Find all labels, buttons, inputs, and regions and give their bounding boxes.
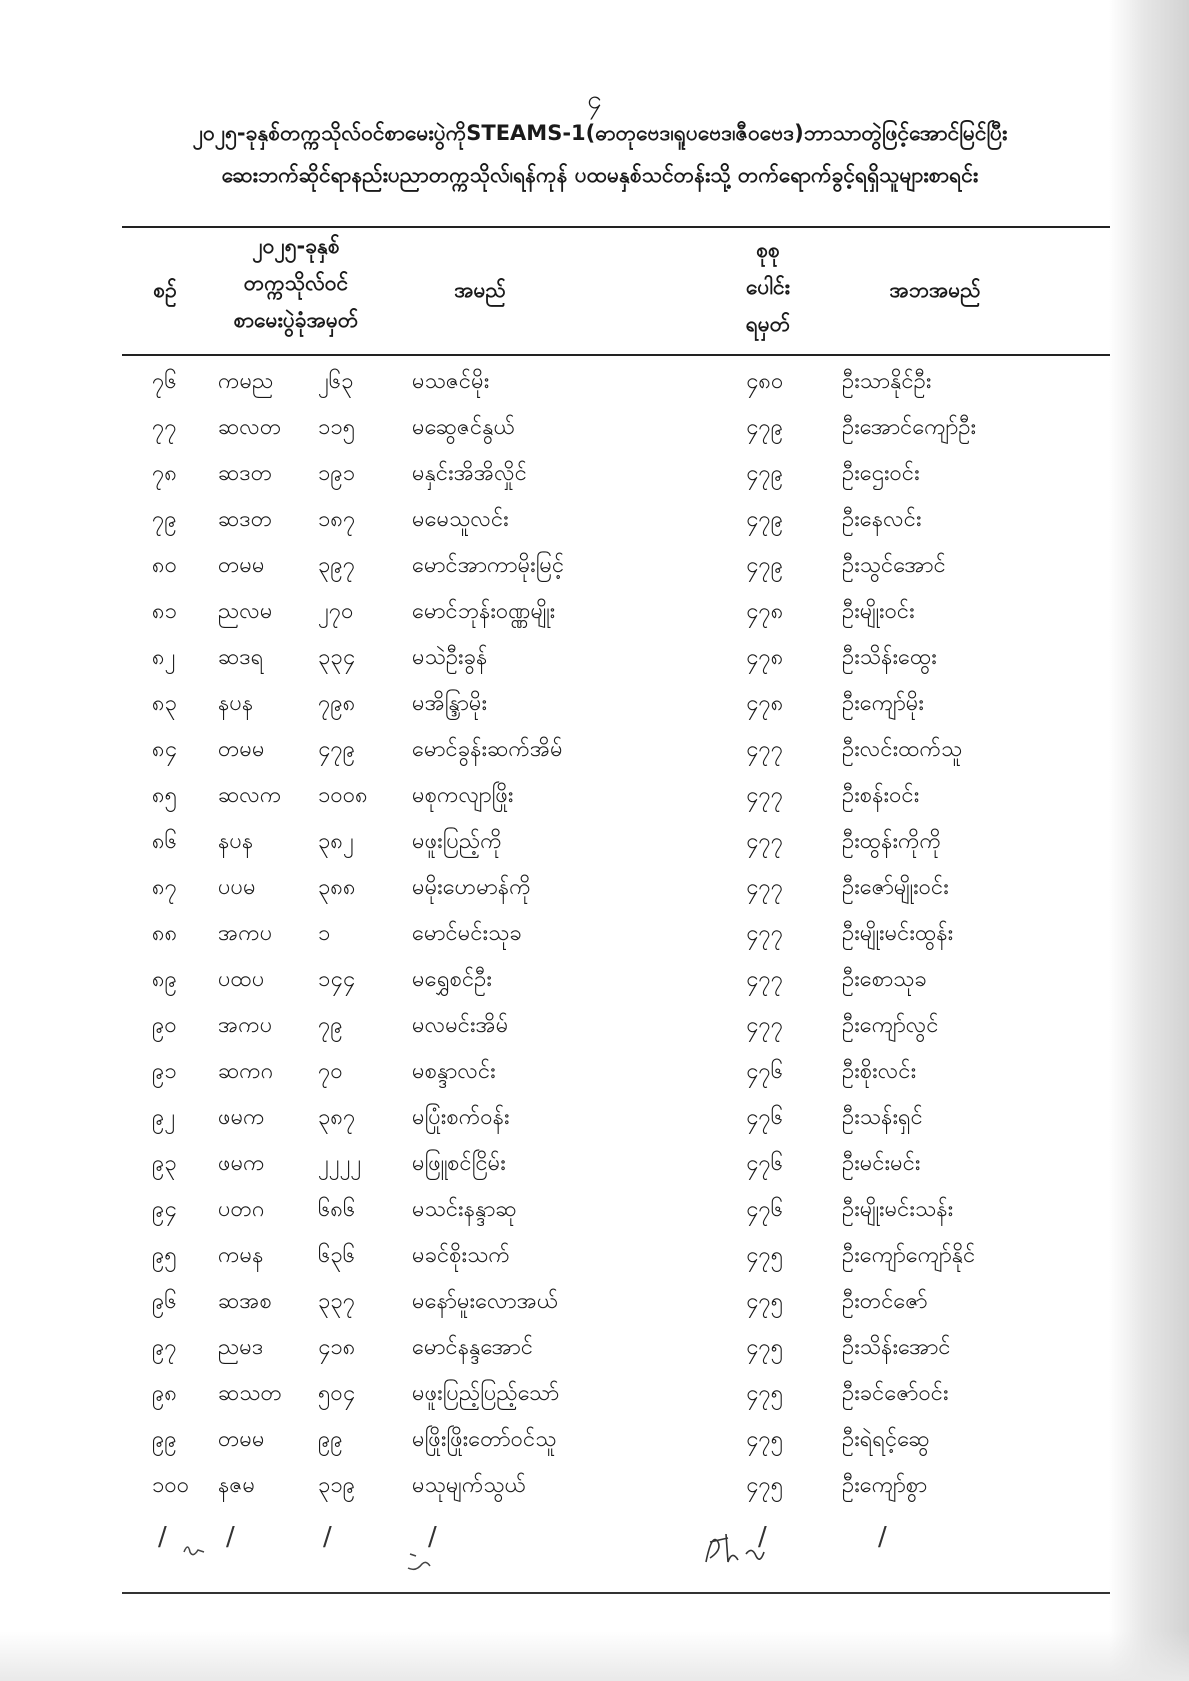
row-exam-code: ပထပ [218, 967, 265, 992]
row-total-score: ၄၇၉ [746, 415, 784, 440]
initials-signature-2 [404, 1546, 434, 1576]
row-exam-code: ဆဒတ [218, 461, 273, 486]
row-student-name: မခင်စိုးသက် [412, 1243, 510, 1268]
row-father-name: ဦးမင်းမင်း [842, 1151, 921, 1176]
row-serial-no: ၉၃ [152, 1151, 177, 1176]
row-student-name: မသဇင်မိုး [412, 369, 490, 394]
row-exam-code: ဆဒရ [218, 645, 264, 670]
header-father-name: အဘအမည် [889, 278, 981, 302]
row-student-name: မောင်နန္ဒအောင် [412, 1335, 534, 1360]
row-serial-no: ၈၂ [152, 645, 176, 670]
row-exam-number: ၅၀၄ [318, 1381, 356, 1406]
row-exam-code: ဆလတ [218, 415, 282, 440]
row-exam-code: နဇမ [218, 1473, 256, 1498]
row-total-score: ၄၇၉ [746, 553, 784, 578]
row-father-name: ဦးသန်းရှင် [842, 1105, 923, 1130]
row-serial-no: ၇၈ [152, 461, 177, 486]
row-total-score: ၄၇၇ [746, 737, 784, 762]
table-row [0, 360, 1189, 406]
row-exam-code: ဆအစ [218, 1289, 272, 1314]
row-father-name: ဦးထွန်းကိုကို [842, 829, 942, 854]
row-exam-number: ၃၃၄ [318, 645, 356, 670]
table-row [0, 774, 1189, 820]
initials-signature-3 [696, 1524, 772, 1574]
table-row [0, 1004, 1189, 1050]
row-exam-code: ပတဂ [218, 1197, 265, 1222]
row-father-name: ဦးဇော်မျိုးဝင်း [842, 875, 949, 900]
row-exam-number: ၂၇၀ [318, 599, 354, 624]
table-row [0, 728, 1189, 774]
end-mark-1: / [158, 1522, 167, 1552]
row-exam-number: ၃၈၈ [318, 875, 356, 900]
row-serial-no: ၉၆ [152, 1289, 177, 1314]
row-father-name: ဦးတင်ဇော် [842, 1289, 928, 1314]
header-exam-seat-line-1: ၂၀၂၅-ခုနှစ် [252, 234, 340, 258]
row-father-name: ဦးမျိုးမင်းထွန်း [842, 921, 954, 946]
row-exam-code: တမမ [218, 1427, 265, 1452]
row-total-score: ၄၇၆ [746, 1151, 784, 1176]
row-exam-code: ညမဒ [218, 1335, 264, 1360]
row-father-name: ဦးသိန်းထွေး [842, 645, 937, 670]
row-serial-no: ၈၄ [152, 737, 177, 762]
row-exam-number: ၇၀ [318, 1059, 343, 1084]
end-of-list-marks [0, 1520, 1189, 1580]
table-row [0, 636, 1189, 682]
row-total-score: ၄၇၈ [746, 691, 784, 716]
row-serial-no: ၈၅ [152, 783, 177, 808]
table-row [0, 1372, 1189, 1418]
row-student-name: မစုကလျာဖြိုး [412, 783, 514, 808]
row-father-name: ဦးသာနိုင်ဦး [842, 369, 932, 394]
row-student-name: မသုမျက်သွယ် [412, 1473, 527, 1498]
header-total-line-3: ရမှတ် [745, 312, 791, 336]
table-row [0, 820, 1189, 866]
row-serial-no: ၇၆ [152, 369, 177, 394]
row-serial-no: ၉၄ [152, 1197, 177, 1222]
row-serial-no: ၈၁ [152, 599, 177, 624]
end-mark-2: / [226, 1522, 235, 1552]
row-total-score: ၄၇၇ [746, 829, 784, 854]
row-student-name: မောင်ဘုန်းဝဏ္ဏမျိုး [412, 599, 556, 624]
row-father-name: ဦးအောင်ကျော်ဦး [842, 415, 977, 440]
row-exam-number: ၁၁၅ [318, 415, 356, 440]
row-exam-number: ၂၆၃ [318, 369, 354, 394]
table-row [0, 1096, 1189, 1142]
row-exam-number: ၃၉၇ [318, 553, 356, 578]
row-father-name: ဦးဌေးဝင်း [842, 461, 920, 486]
row-exam-code: ဖမက [218, 1151, 265, 1176]
row-total-score: ၄၇၇ [746, 1013, 784, 1038]
table-row [0, 590, 1189, 636]
initials-signature-1 [180, 1538, 210, 1560]
row-total-score: ၄၇၇ [746, 783, 784, 808]
row-student-name: မောင်ခွန်းဆက်အိမ် [412, 737, 563, 762]
row-student-name: မဆွေဇင်နွယ် [412, 415, 515, 440]
header-exam-seat-line-3: စာမေးပွဲခုံအမှတ် [233, 308, 359, 332]
table-row [0, 1464, 1189, 1510]
row-total-score: ၄၈၀ [746, 369, 784, 394]
row-exam-number: ၃၁၉ [318, 1473, 356, 1498]
table-row [0, 544, 1189, 590]
page-number: ၄ [587, 85, 602, 115]
row-student-name: မလမင်းအိမ် [412, 1013, 509, 1038]
row-total-score: ၄၇၈ [746, 645, 784, 670]
row-exam-number: ၉၉ [318, 1427, 343, 1452]
table-row [0, 1142, 1189, 1188]
row-serial-no: ၈၉ [152, 967, 177, 992]
row-exam-number: ၆၈၆ [318, 1197, 356, 1222]
row-serial-no: ၉၁ [152, 1059, 177, 1084]
row-exam-number: ၁၈၇ [318, 507, 356, 532]
row-exam-code: နပန [218, 691, 254, 716]
row-exam-number: ၃၃၇ [318, 1289, 356, 1314]
scan-shadow-bottom [0, 1631, 1189, 1681]
table-row [0, 1280, 1189, 1326]
row-exam-number: ၃၈၂ [318, 829, 354, 854]
row-serial-no: ၇၉ [152, 507, 177, 532]
row-total-score: ၄၇၈ [746, 599, 784, 624]
row-total-score: ၄၇၆ [746, 1197, 784, 1222]
row-total-score: ၄၇၇ [746, 921, 784, 946]
row-student-name: မမိုးဟေမာန်ကို [412, 875, 531, 900]
table-row [0, 1326, 1189, 1372]
row-father-name: ဦးမျိုးမင်းသန်း [842, 1197, 954, 1222]
row-father-name: ဦးမျိုးဝင်း [842, 599, 915, 624]
row-serial-no: ၉၈ [152, 1381, 177, 1406]
row-total-score: ၄၇၇ [746, 875, 784, 900]
row-total-score: ၄၇၉ [746, 507, 784, 532]
page-bottom-rule [122, 1592, 1110, 1594]
end-mark-4: / [428, 1522, 437, 1552]
row-total-score: ၄၇၆ [746, 1059, 784, 1084]
table-row [0, 866, 1189, 912]
row-father-name: ဦးရဲရင့်ဆွေ [842, 1427, 930, 1452]
table-row [0, 406, 1189, 452]
row-student-name: မဖူးပြည့်ပြည့်သော် [412, 1381, 560, 1406]
row-exam-code: ဆကဂ [218, 1059, 274, 1084]
table-row [0, 958, 1189, 1004]
row-exam-code: ဆသတ [218, 1381, 282, 1406]
table-row [0, 912, 1189, 958]
row-total-score: ၄၇၆ [746, 1105, 784, 1130]
row-father-name: ဦးသွင်အောင် [842, 553, 946, 578]
row-total-score: ၄၇၅ [746, 1335, 784, 1360]
row-serial-no: ၉၉ [152, 1427, 177, 1452]
header-exam-seat-line-2: တက္ကသိုလ်ဝင် [243, 271, 349, 295]
row-exam-number: ၇၉ [318, 1013, 343, 1038]
row-father-name: ဦးစောသုခ [842, 967, 927, 992]
row-exam-code: ဖမက [218, 1105, 265, 1130]
row-student-name: မသဲဦးခွန် [412, 645, 488, 670]
row-serial-no: ၈၀ [152, 553, 177, 578]
table-row [0, 1188, 1189, 1234]
row-father-name: ဦးသိန်းအောင် [842, 1335, 951, 1360]
row-father-name: ဦးကျော်စွာ [842, 1473, 928, 1498]
row-father-name: ဦးကျော်မိုး [842, 691, 924, 716]
table-row [0, 1418, 1189, 1464]
header-name: အမည် [454, 278, 506, 302]
row-exam-number: ၂၂၂၂ [318, 1151, 362, 1176]
row-father-name: ဦးကျော်လွင် [842, 1013, 939, 1038]
row-exam-code: ကမည [218, 369, 274, 394]
row-serial-no: ၈၃ [152, 691, 177, 716]
row-total-score: ၄၇၇ [746, 967, 784, 992]
row-exam-code: တမမ [218, 737, 265, 762]
row-exam-number: ၁ [318, 921, 331, 946]
end-mark-5: / [758, 1522, 767, 1552]
row-total-score: ၄၇၅ [746, 1473, 784, 1498]
row-exam-code: ကမန [218, 1243, 264, 1268]
row-exam-code: ဆဒတ [218, 507, 273, 532]
row-exam-number: ၄၇၉ [318, 737, 356, 762]
row-serial-no: ၉၂ [152, 1105, 176, 1130]
header-total-line-2: ပေါင်း [746, 275, 790, 299]
row-serial-no: ၈၈ [152, 921, 178, 946]
row-student-name: မမေသူလင်း [412, 507, 509, 532]
row-student-name: မောင်မင်းသုခ [412, 921, 522, 946]
row-father-name: ဦးလင်းထက်သူ [842, 737, 963, 762]
row-father-name: ဦးနေလင်း [842, 507, 922, 532]
row-total-score: ၄၇၅ [746, 1289, 784, 1314]
header-serial-no: စဉ် [153, 278, 177, 302]
row-student-name: မနော်မူးလောအယ် [412, 1289, 559, 1314]
table-row [0, 1050, 1189, 1096]
row-serial-no: ၈၇ [152, 875, 177, 900]
row-serial-no: ၇၇ [152, 415, 177, 440]
table-row [0, 498, 1189, 544]
table-row [0, 452, 1189, 498]
header-exam-seat-no [196, 228, 396, 339]
row-student-name: မပြုံးစက်ဝန်း [412, 1105, 510, 1130]
row-exam-code: အကပ [218, 921, 273, 946]
row-exam-code: အကပ [218, 1013, 273, 1038]
row-serial-no: ၁၀၀ [152, 1473, 190, 1498]
row-father-name: ဦးကျော်ကျော်နိုင် [842, 1243, 976, 1268]
table-row [0, 682, 1189, 728]
end-mark-6: / [878, 1522, 887, 1552]
row-student-name: မရွှေစင်ဦး [412, 967, 492, 992]
row-exam-code: ဆလက [218, 783, 282, 808]
row-student-name: မအိန္ဒြာမိုး [412, 691, 488, 716]
row-student-name: မောင်အာကာမိုးမြင့် [412, 553, 565, 578]
table-row [0, 1234, 1189, 1280]
row-serial-no: ၉၅ [152, 1243, 177, 1268]
row-exam-number: ၄၁၈ [318, 1335, 356, 1360]
row-total-score: ၄၇၅ [746, 1381, 784, 1406]
row-serial-no: ၈၆ [152, 829, 177, 854]
header-total-score [728, 232, 808, 343]
row-exam-code: ပပမ [218, 875, 256, 900]
row-student-name: မနှင်းအိအိလှိုင် [412, 461, 527, 486]
row-serial-no: ၉၀ [152, 1013, 177, 1038]
row-exam-number: ၁၉၁ [318, 461, 356, 486]
row-father-name: ဦးခင်ဇော်ဝင်း [842, 1381, 949, 1406]
row-exam-number: ၁၄၄ [318, 967, 356, 992]
row-exam-code: ညလမ [218, 599, 273, 624]
row-student-name: မဖြူစင်ငြိမ်း [412, 1151, 506, 1176]
page-title-line-1: ၂၀၂၅-ခုနှစ်တက္ကသိုလ်ဝင်စာမေးပွဲကိုSTEAMS-1(ဓာတုဗေဒ၊ရူပဗေဒ၊ဇီဝဗေဒ)ဘာသာတွဲဖြင့်အောင်မြင်ပြီး [192, 121, 1008, 145]
row-exam-code: နပန [218, 829, 254, 854]
row-student-name: မဖူးပြည့်ကို [412, 829, 502, 854]
header-total-line-1: စုစု [756, 238, 780, 262]
row-exam-number: ၇၉၈ [318, 691, 356, 716]
row-student-name: မသင်းနန္ဒာဆု [412, 1197, 517, 1222]
row-exam-number: ၃၈၇ [318, 1105, 356, 1130]
row-student-name: မဖြိုးဖြိုးတော်ဝင်သူ [412, 1427, 557, 1452]
row-father-name: ဦးစိုးလင်း [842, 1059, 917, 1084]
row-student-name: မစန္ဒာလင်း [412, 1059, 496, 1084]
row-total-score: ၄၇၅ [746, 1243, 784, 1268]
header-bottom-rule [122, 354, 1110, 356]
row-exam-code: တမမ [218, 553, 265, 578]
row-exam-number: ၆၃၆ [318, 1243, 356, 1268]
row-exam-number: ၁၀၀၈ [318, 783, 368, 808]
row-father-name: ဦးစန်းဝင်း [842, 783, 920, 808]
row-serial-no: ၉၇ [152, 1335, 177, 1360]
row-total-score: ၄၇၉ [746, 461, 784, 486]
page-title-line-2: ဆေးဘက်ဆိုင်ရာနည်းပညာတက္ကသိုလ်၊ရန်ကုန် ပထမနှစ်သင်တန်းသို့ တက်ရောက်ခွင့်ရရှိသူများစာရင်း [221, 163, 979, 187]
student-table-body [0, 360, 1189, 1510]
end-mark-3: / [323, 1522, 332, 1552]
row-total-score: ၄၇၅ [746, 1427, 784, 1452]
